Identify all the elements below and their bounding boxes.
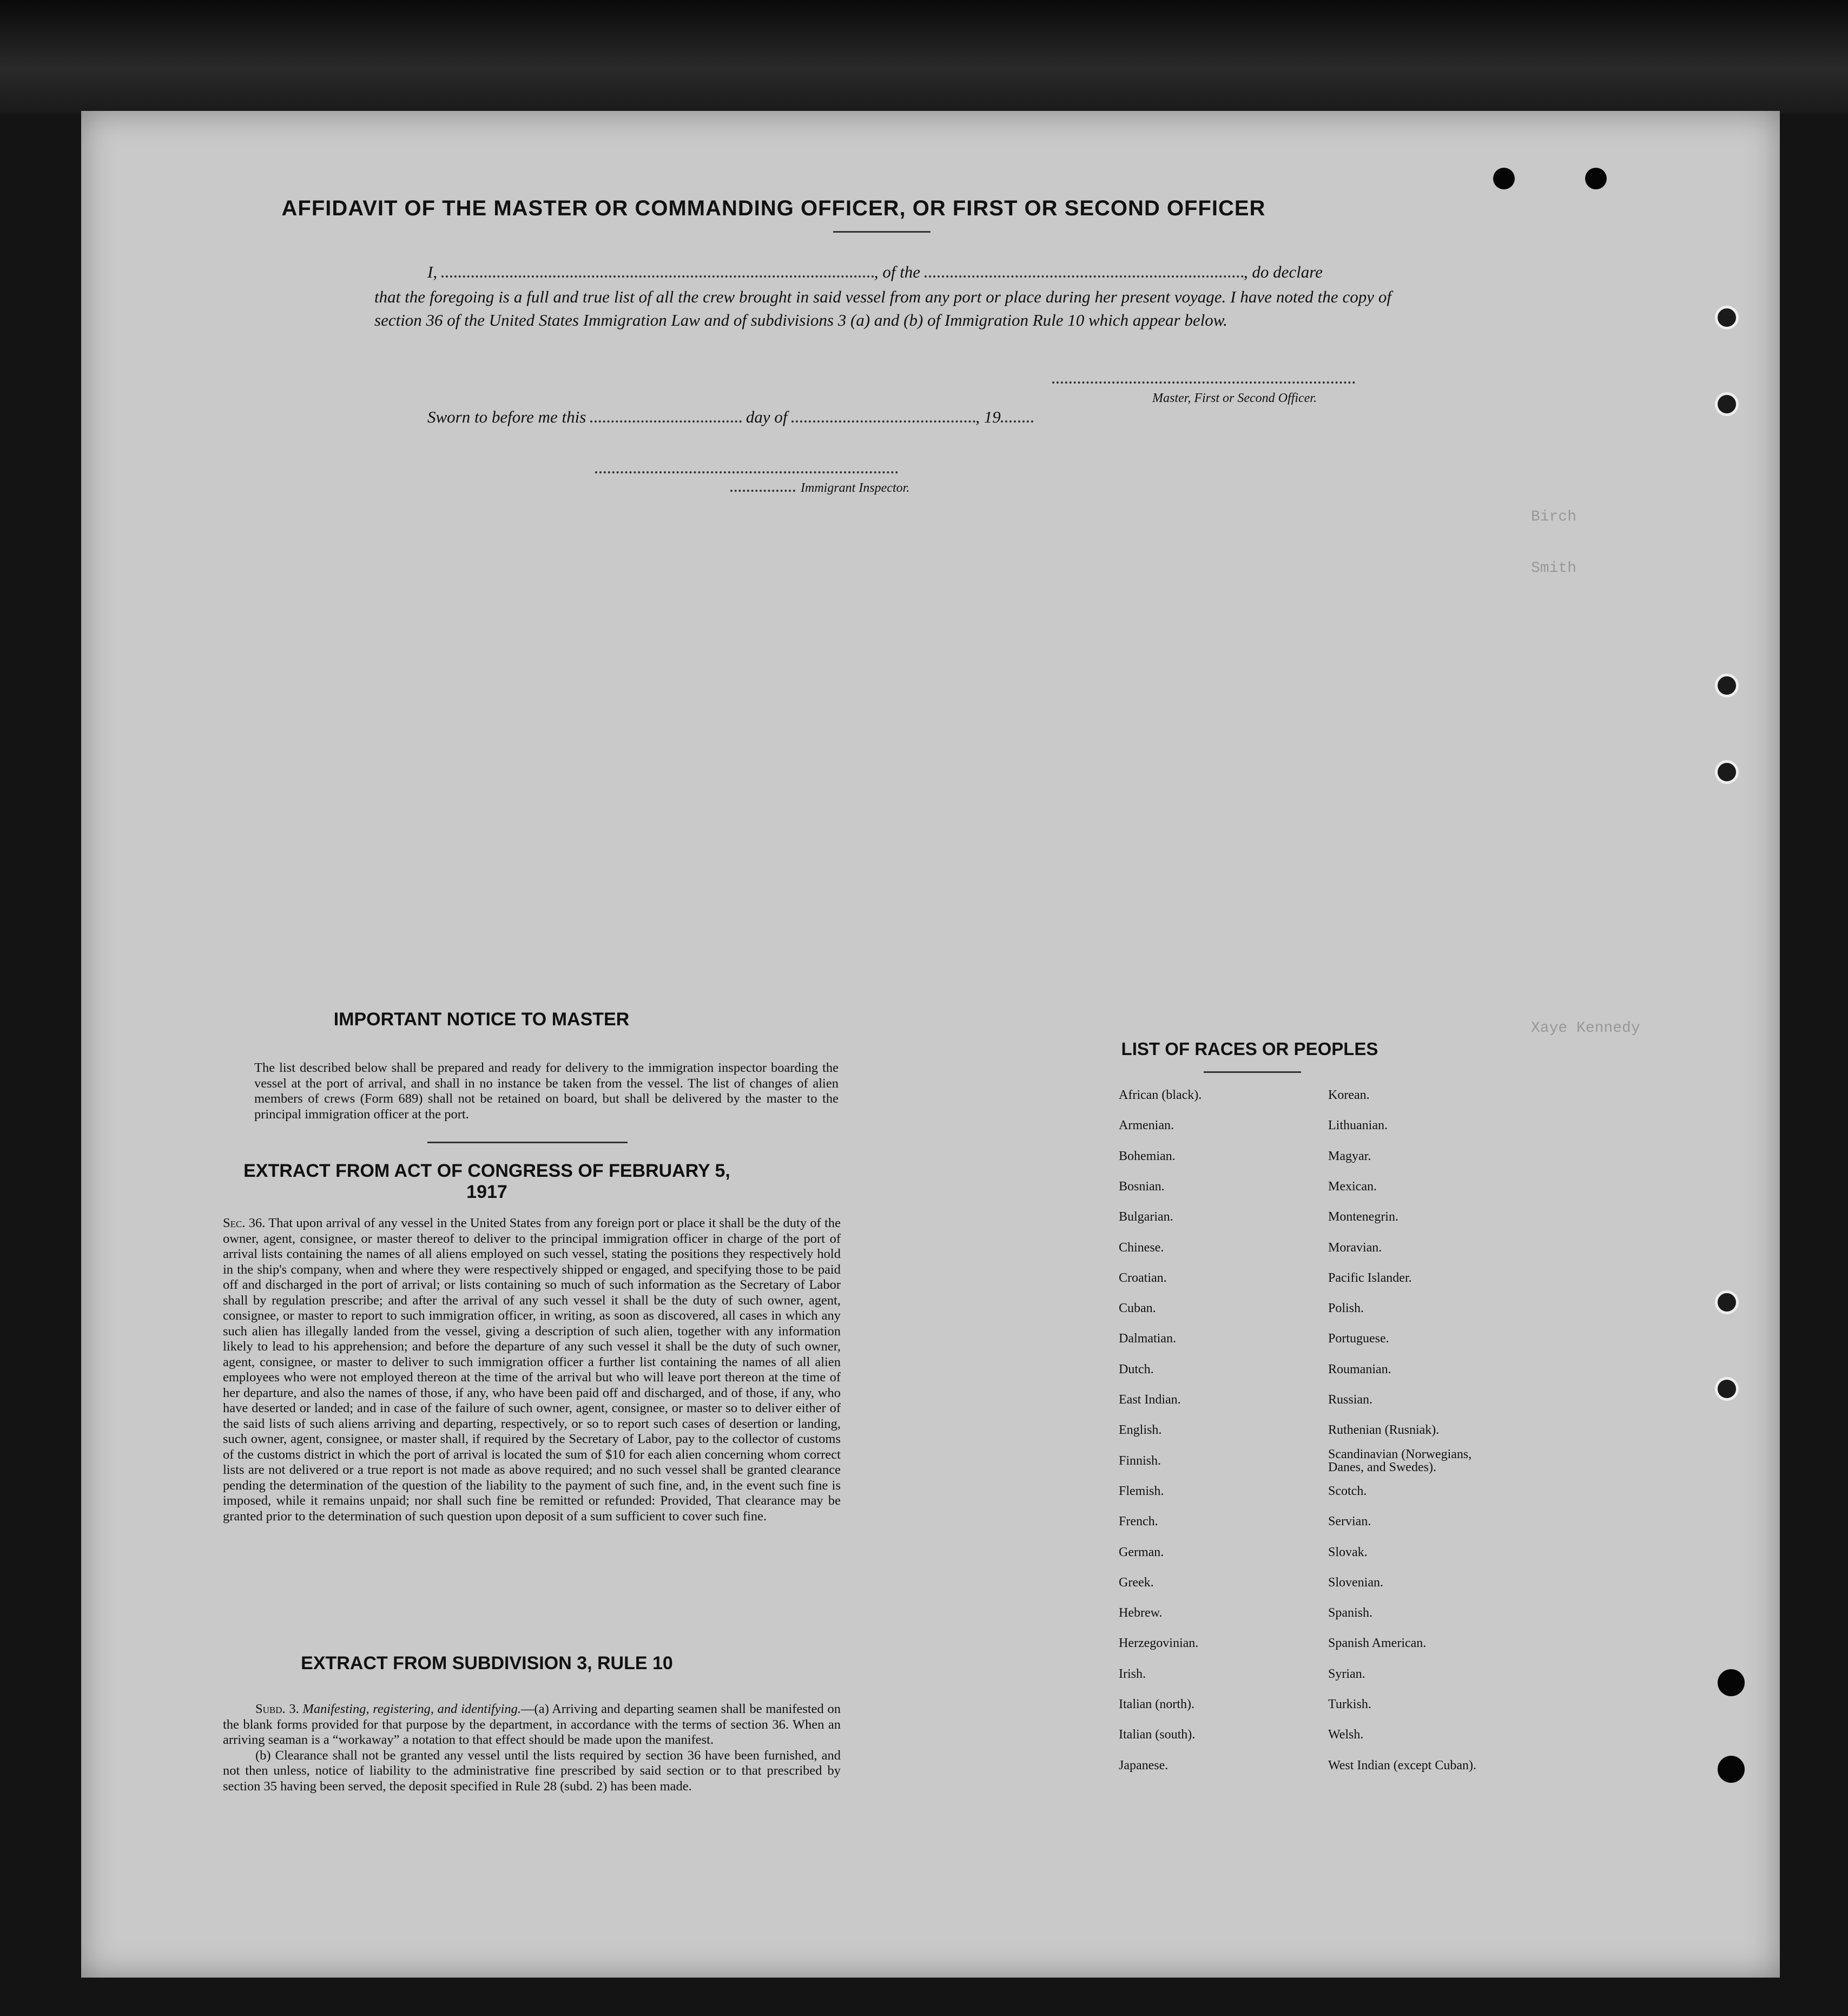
race-entry: Roumanian. <box>1328 1362 1391 1376</box>
punch-hole <box>1715 760 1739 784</box>
race-entry: German. <box>1119 1545 1164 1559</box>
affidavit-page <box>81 111 1780 1978</box>
race-entry: Magyar. <box>1328 1149 1371 1163</box>
microfilm-frame-edge <box>0 0 1848 114</box>
race-entry: Moravian. <box>1328 1240 1382 1255</box>
race-entry: Dalmatian. <box>1119 1332 1176 1346</box>
race-entry: Servian. <box>1328 1514 1371 1529</box>
race-entry: English. <box>1119 1423 1162 1438</box>
punch-hole <box>1715 674 1739 697</box>
race-entry: Armenian. <box>1119 1118 1174 1133</box>
punch-hole <box>1715 1290 1739 1314</box>
month-blank <box>791 420 975 423</box>
race-entry: Italian (north). <box>1119 1697 1194 1711</box>
races-right-column <box>1328 1088 1609 1791</box>
inspector-caption: Immigrant Inspector. <box>801 481 910 495</box>
act-heading: EXTRACT FROM ACT OF CONGRESS OF FEBRUARY 5, 1917 <box>243 1161 730 1202</box>
race-entry: Italian (south). <box>1119 1728 1196 1742</box>
race-entry: African (black). <box>1119 1088 1202 1102</box>
declare-label: , do declare <box>1243 262 1323 281</box>
i-label: I, <box>427 262 438 281</box>
notice-text: The list described below shall be prepared and ready for delivery to the immigration inspector boarding the vessel at the port of arrival, and shall in no instance be taken from the vessel. The list of changes of alien members of crews (Form 689) shall not be retained on board, but shall be delivered by the master to the principal immigration officer at the port. <box>254 1060 839 1122</box>
race-entry: Slovak. <box>1328 1545 1368 1559</box>
name-blank <box>441 275 874 278</box>
race-entry: Hebrew. <box>1119 1606 1163 1620</box>
of-the-label: , of the <box>874 262 921 281</box>
race-entry: Ruthenian (Rusniak). <box>1328 1423 1440 1438</box>
inspector-dots <box>730 490 795 492</box>
section-text: That upon arrival of any vessel in the United States from any foreign port or place it shall be the duty of the owner, agent, consignee, or master thereof to deliver to the principal immigration officer in charge of the port of arrival lists containing the names of all aliens employed on such vessel, stating the positions they respectively hold in the ship's company, when and where they were respectively shipped or engaged, and specifying those to be paid off and discharged in the port of arrival; or lists containing so much of such information as the Secretary of Labor shall by regulation prescribe; and after the arrival of any such vessel it shall be the duty of such owner, agent, consignee, or master to report to such immigration officer, in writing, as soon as discovered, all cases in which any such alien has illegally landed from the vessel, giving a description of such alien, together with any information likely to lead to his apprehension; and before the departure of any such vessel it shall be the duty of such owner, agent, consignee, or master to deliver to such immigration officer a further list containing the names of all alien employees who were not employed thereon at the time of the arrival but who will leave port thereon at the time of her departure, and also the names of those, if any, who have been paid off and discharged, and of those, if any, who have deserted or landed; and in case of the failure of such owner, agent, consignee, or master so to deliver either of the said lists of such aliens arriving and departing, respectively, or so to report such cases of desertion or landing, such owner, agent, consignee, or master shall, if required by the Secretary of Labor, pay to the collector of customs of the customs district in which the port of arrival is located the sum of $10 for each alien concerning whom correct lists are not delivered or a true report is not made as above required; and no such vessel shall be granted clearance pending the determination of the question of the liability to the payment of such fine, and, in the event such fine is imposed, while it remains unpaid; nor shall such fine be remitted or refunded: Provided, That clearance may be granted prior to the determination of such question upon deposit of a sum sufficient to cover such fine. <box>223 1216 841 1524</box>
races-left-column <box>1119 1088 1335 1791</box>
bleed-through-text: Birch <box>1531 509 1577 525</box>
race-entry: Irish. <box>1119 1666 1146 1681</box>
punch-hole-filled <box>1718 1756 1745 1783</box>
race-entry: Bulgarian. <box>1119 1210 1173 1224</box>
race-entry: Bosnian. <box>1119 1179 1165 1194</box>
race-entry: Scotch. <box>1328 1484 1367 1498</box>
day-blank <box>590 420 742 423</box>
act-section-36 <box>223 1216 841 1524</box>
race-entry: Portuguese. <box>1328 1332 1389 1346</box>
race-entry: Flemish. <box>1119 1484 1164 1498</box>
year-label: , 19 <box>975 407 1001 426</box>
punch-hole <box>1715 392 1739 416</box>
affidavit-declaration-line <box>427 262 1488 282</box>
race-entry: Turkish. <box>1328 1697 1371 1711</box>
race-entry: Chinese. <box>1119 1240 1164 1255</box>
master-signature-line <box>1052 381 1355 384</box>
rule-para-b: (b) Clearance shall not be granted any vessel until the lists required by section 36 have been furnished, and not then unless, notice of liability to the administrative fine prescribed by said section or to that prescribed by section 35 having been served, the deposit specified in Rule 28 (subd. 2) has been made. <box>223 1748 841 1794</box>
sworn-line <box>427 407 1033 427</box>
race-entry: Greek. <box>1119 1575 1154 1590</box>
punch-hole <box>1715 1377 1739 1401</box>
subd-label: Subd. 3. <box>255 1702 299 1716</box>
section-label: Sec. 36. <box>223 1216 266 1230</box>
notice-heading: IMPORTANT NOTICE TO MASTER <box>333 1009 630 1030</box>
race-entry: Syrian. <box>1328 1666 1365 1681</box>
race-entry: French. <box>1119 1514 1158 1529</box>
ink-blot <box>1585 168 1607 189</box>
vessel-blank <box>925 275 1244 278</box>
races-heading: LIST OF RACES OR PEOPLES <box>1121 1039 1378 1059</box>
race-entry: Bohemian. <box>1119 1149 1176 1163</box>
bleed-through-text: Smith <box>1531 560 1577 577</box>
race-entry: Slovenian. <box>1328 1575 1383 1590</box>
race-entry: West Indian (except Cuban). <box>1328 1758 1476 1773</box>
punch-hole-filled <box>1718 1669 1745 1696</box>
race-entry: Scandinavian (Norwegians, Danes, and Swedes). <box>1328 1447 1472 1474</box>
subd-title: Manifesting, registering, and identifying. <box>302 1702 522 1716</box>
race-entry: Welsh. <box>1328 1728 1364 1742</box>
race-entry: Polish. <box>1328 1301 1364 1316</box>
punch-hole <box>1715 306 1739 330</box>
race-entry: Finnish. <box>1119 1453 1161 1468</box>
race-entry: Cuban. <box>1119 1301 1156 1316</box>
race-entry: East Indian. <box>1119 1393 1181 1407</box>
rule-para-a: Subd. 3. Manifesting, registering, and identifying.—(a) Arriving and departing seamen shall be manifested on the blank forms provided for that purpose by the department, in accordance with the terms of section 36. When an arriving seaman is a “workaway” a notation to that effect should be made upon the manifest. <box>223 1702 841 1747</box>
race-entry: Montenegrin. <box>1328 1210 1398 1224</box>
race-entry: Croatian. <box>1119 1270 1167 1285</box>
race-entry: Japanese. <box>1119 1758 1169 1773</box>
sworn-label: Sworn to before me this <box>427 407 586 426</box>
rule-subdivision-3 <box>223 1702 841 1794</box>
race-entry: Lithuanian. <box>1328 1118 1388 1133</box>
race-entry: Spanish American. <box>1328 1636 1427 1651</box>
race-entry: Spanish. <box>1328 1606 1373 1620</box>
ink-blot <box>1493 168 1515 189</box>
race-entry: Pacific Islander. <box>1328 1270 1412 1285</box>
rule-heading: EXTRACT FROM SUBDIVISION 3, RULE 10 <box>301 1653 673 1674</box>
affidavit-title: AFFIDAVIT OF THE MASTER OR COMMANDING OFFICER, OR FIRST OR SECOND OFFICER <box>281 196 1266 220</box>
race-entry: Dutch. <box>1119 1362 1154 1376</box>
year-blank <box>1001 420 1033 423</box>
inspector-signature-line <box>595 471 898 473</box>
race-entry: Mexican. <box>1328 1179 1377 1194</box>
day-of-label: day of <box>745 407 788 426</box>
bleed-through-text: Xaye Kennedy <box>1531 1020 1640 1037</box>
master-caption: Master, First or Second Officer. <box>1152 391 1317 405</box>
affidavit-paragraph: that the foregoing is a full and true list of all the crew brought in said vessel from any port or place during her present voyage. I have noted the copy of section 36 of the United States Immigration Law and of subdivisions 3 (a) and (b) of Immigration Rule 10 which appear below. <box>374 287 1391 330</box>
race-entry: Herzegovinian. <box>1119 1636 1199 1651</box>
notice-rule <box>427 1142 628 1143</box>
races-rule <box>1204 1071 1301 1073</box>
title-rule <box>833 231 930 233</box>
race-entry: Korean. <box>1328 1088 1370 1102</box>
race-entry: Russian. <box>1328 1393 1373 1407</box>
